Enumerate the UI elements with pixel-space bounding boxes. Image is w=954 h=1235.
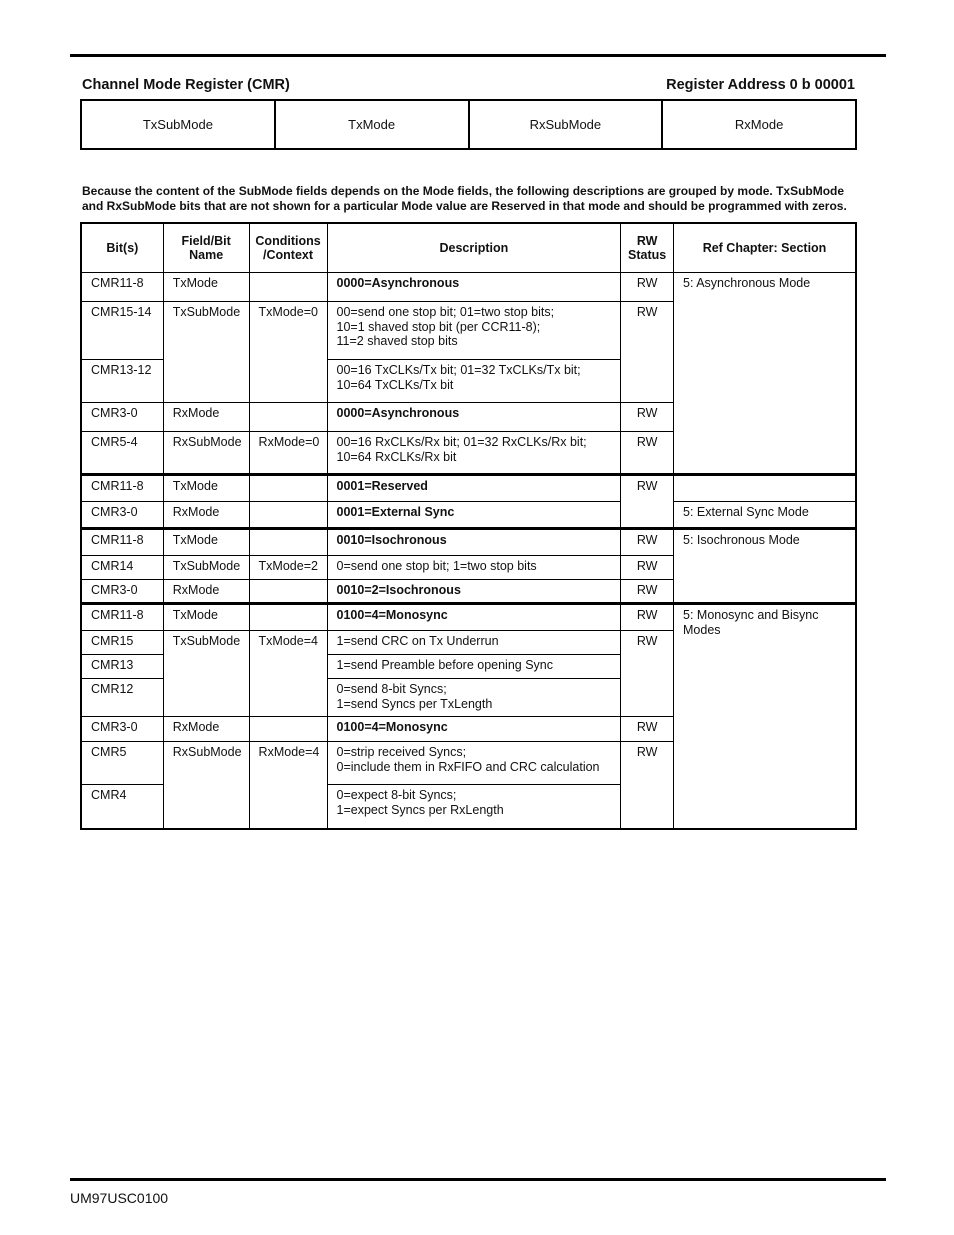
table-row: CMR3-0 RxMode 0001=External Sync 5: External Sync Mode	[81, 502, 856, 529]
table-row: CMR12 0=send 8-bit Syncs; 1=send Syncs per TxLength	[81, 679, 856, 717]
table-row: CMR13 1=send Preamble before opening Sync	[81, 655, 856, 679]
col-header-conditions: Conditions /Context	[249, 223, 327, 273]
register-title: Channel Mode Register (CMR)	[82, 77, 290, 93]
submode-note: Because the content of the SubMode fields depends on the Mode fields, the following descriptions are grouped by mode. TxSubMode and RxSubMode bits that are not shown for a particular Mode value are Reserved in that mode and should be programmed with zeros.	[82, 184, 847, 213]
col-header-description: Description	[327, 223, 621, 273]
col-header-rw: RW Status	[621, 223, 674, 273]
table-row: CMR3-0 RxMode 0000=Asynchronous RW	[81, 403, 856, 432]
table-row: CMR14 TxSubMode TxMode=2 0=send one stop bit; 1=two stop bits RW	[81, 556, 856, 580]
ref-async: 5: Asynchronous Mode	[674, 273, 856, 475]
ref-isoch: 5: Isochronous Mode	[674, 529, 856, 604]
document-id: UM97USC0100	[70, 1190, 169, 1206]
regmap-rxsubmode: RxSubMode	[469, 100, 663, 149]
ref-extsync: 5: External Sync Mode	[674, 502, 856, 529]
col-header-field: Field/Bit Name	[163, 223, 249, 273]
table-row: CMR5 RxSubMode RxMode=4 0=strip received Syncs; 0=include them in RxFIFO and CRC calculation RW	[81, 742, 856, 785]
table-row: CMR5-4 RxSubMode RxMode=0 00=16 RxCLKs/Rx bit; 01=32 RxCLKs/Rx bit; 10=64 RxCLKs/Rx bit RW	[81, 432, 856, 475]
table-row: CMR11-8 TxMode 0000=Asynchronous RW 5: Asynchronous Mode	[81, 273, 856, 302]
regmap-rxmode: RxMode	[662, 100, 856, 149]
top-rule	[70, 54, 886, 57]
col-header-ref: Ref Chapter: Section	[674, 223, 856, 273]
regmap-txmode: TxMode	[275, 100, 469, 149]
table-row: CMR13-12 00=16 TxCLKs/Tx bit; 01=32 TxCLKs/Tx bit; 10=64 TxCLKs/Tx bit	[81, 360, 856, 403]
register-address: Register Address 0 b 00001	[666, 77, 855, 93]
register-bit-map	[80, 99, 857, 150]
table-row: CMR11-8 TxMode 0100=4=Monosync RW 5: Monosync and Bisync Modes	[81, 604, 856, 631]
table-row: CMR3-0 RxMode 0010=2=Isochronous RW	[81, 580, 856, 604]
ref-monosync: 5: Monosync and Bisync Modes	[674, 604, 856, 829]
table-row: CMR11-8 TxMode 0010=Isochronous RW 5: Isochronous Mode	[81, 529, 856, 556]
table-row: CMR11-8 TxMode 0001=Reserved RW	[81, 475, 856, 502]
bottom-rule	[70, 1178, 886, 1181]
field-description-table	[80, 222, 857, 830]
col-header-bits: Bit(s)	[81, 223, 163, 273]
table-row: CMR15 TxSubMode TxMode=4 1=send CRC on Tx Underrun RW	[81, 631, 856, 655]
regmap-txsubmode: TxSubMode	[81, 100, 275, 149]
table-row: CMR15-14 TxSubMode TxMode=0 00=send one stop bit; 01=two stop bits; 10=1 shaved stop bit (per CCR11-8); 11=2 shaved stop bits RW	[81, 302, 856, 360]
table-row: CMR4 0=expect 8-bit Syncs; 1=expect Syncs per RxLength	[81, 785, 856, 829]
table-header-row	[81, 223, 856, 273]
table-row: CMR3-0 RxMode 0100=4=Monosync RW	[81, 717, 856, 742]
